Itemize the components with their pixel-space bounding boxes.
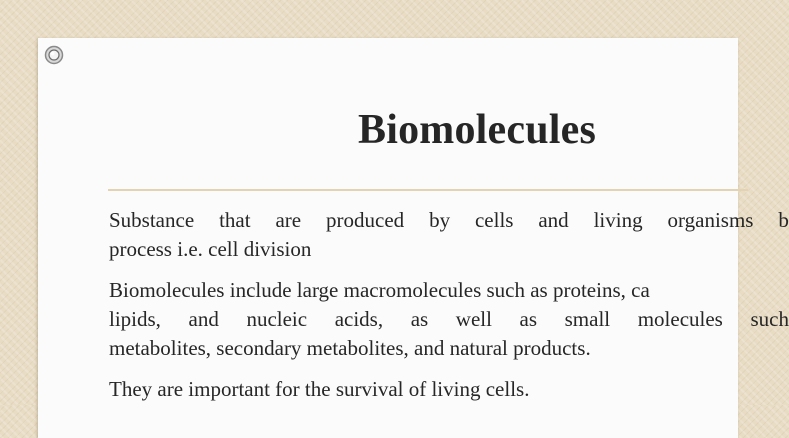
word: and <box>188 307 219 331</box>
word: acids, <box>334 307 384 331</box>
text-line <box>109 206 789 235</box>
word: cells <box>474 208 514 232</box>
word: by <box>429 208 451 232</box>
word: and <box>538 208 569 232</box>
word: are <box>275 208 302 232</box>
pushpin-icon <box>44 45 64 65</box>
slide-body <box>109 206 789 416</box>
word: living <box>593 208 643 232</box>
slide <box>38 38 789 438</box>
word: that <box>219 208 251 232</box>
word: as <box>519 307 538 331</box>
word: as <box>410 307 429 331</box>
word: organisms <box>667 208 754 232</box>
paragraph <box>109 206 789 264</box>
word: Substance <box>109 208 195 232</box>
text-line: metabolites, secondary metabolites, and natural products. <box>109 336 591 360</box>
word: well <box>455 307 492 331</box>
text-line <box>109 305 789 334</box>
word: molecules <box>637 307 723 331</box>
text-line: process i.e. cell division <box>109 237 312 261</box>
word: small <box>564 307 611 331</box>
text-line: They are important for the survival of living cells. <box>109 377 530 401</box>
word: such <box>750 307 789 331</box>
word: nucleic <box>246 307 308 331</box>
word: produced <box>326 208 405 232</box>
paragraph <box>109 276 789 363</box>
paragraph <box>109 375 789 404</box>
word: lipids, <box>109 307 161 331</box>
slide-title: Biomolecules <box>358 107 597 153</box>
word: b <box>778 208 789 232</box>
text-line: Biomolecules include large macromolecules such as proteins, ca <box>109 278 650 302</box>
title-divider <box>108 189 748 191</box>
